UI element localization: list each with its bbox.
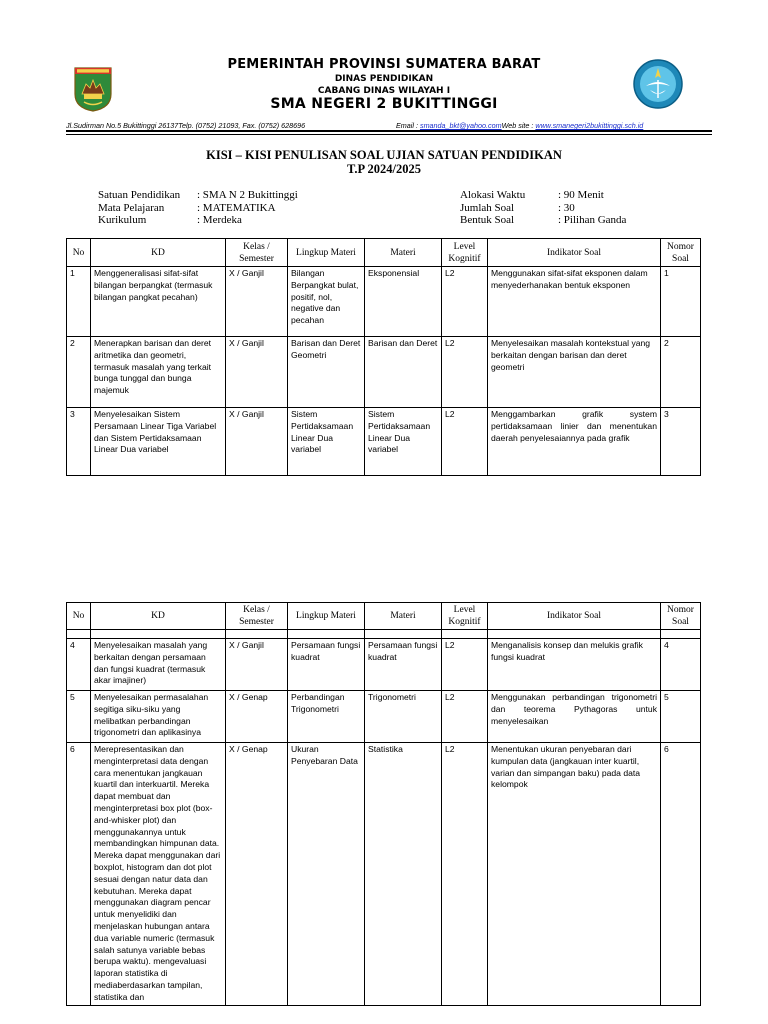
cell-level: L2 bbox=[442, 743, 488, 1006]
info-value: : 30 bbox=[558, 201, 575, 214]
cell-indikator: Menggunakan sifat-sifat eksponen dalam menyederhanakan bentuk eksponen bbox=[488, 267, 661, 337]
header-materi: Materi bbox=[365, 603, 442, 630]
header-no: No bbox=[67, 239, 91, 267]
cell-materi: Trigonometri bbox=[365, 691, 442, 743]
cell-level: L2 bbox=[442, 408, 488, 476]
cell-kd: Menerapkan barisan dan deret aritmetika dan geometri, termasuk masalah yang terkait bunga tunggal dan bunga majemuk bbox=[91, 337, 226, 408]
letterhead-rule-thin bbox=[66, 134, 712, 135]
header-nomor: Nomor Soal bbox=[661, 603, 701, 630]
provincial-emblem-icon bbox=[72, 64, 114, 112]
header-kd: KD bbox=[91, 603, 226, 630]
cell-kelas: X / Ganjil bbox=[226, 408, 288, 476]
cell-kelas: X / Genap bbox=[226, 691, 288, 743]
spacer-cell bbox=[488, 630, 661, 639]
table-row bbox=[67, 743, 701, 1006]
cell-indikator: Menganalisis konsep dan melukis grafik fungsi kuadrat bbox=[488, 639, 661, 691]
info-value: : MATEMATIKA bbox=[197, 201, 276, 214]
info-row-jumlah bbox=[460, 202, 680, 215]
email-link[interactable]: smanda_bkt@yahoo.com bbox=[419, 121, 502, 130]
cell-no: 2 bbox=[67, 337, 91, 408]
cell-no: 5 bbox=[67, 691, 91, 743]
header-lingkup: Lingkup Materi bbox=[288, 239, 365, 267]
cell-kd: Menggeneralisasi sifat-sifat bilangan berpangkat (termasuk bilangan pangkat pecahan) bbox=[91, 267, 226, 337]
cell-indikator: Menyelesaikan masalah kontekstual yang berkaitan dengan barisan dan deret geometri bbox=[488, 337, 661, 408]
web-label: Web site : bbox=[501, 121, 536, 130]
letterhead-department: DINAS PENDIDIKAN bbox=[334, 74, 434, 84]
cell-level: L2 bbox=[442, 267, 488, 337]
spacer-cell bbox=[91, 630, 226, 639]
cell-indikator: Menggambarkan grafik system pertidaksamaan linier dan menentukan daerah penyelesaiannya pada grafik bbox=[488, 408, 661, 476]
cell-materi: Sistem Pertidaksamaan Linear Dua variabel bbox=[365, 408, 442, 476]
info-label: Bentuk Soal bbox=[460, 214, 515, 226]
cell-indikator: Menggunakan perbandingan trigonometri dan teorema Pythagoras untuk menyelesaikan bbox=[488, 691, 661, 743]
info-value: : 90 Menit bbox=[558, 189, 604, 201]
cell-kd: Merepresentasikan dan menginterpretasi data dengan cara menentukan jangkauan kuartil dan interkuartil. Mereka dapat membuat dan menginterpretasi box plot (box-and-whisker plot) dan menggunakannya untuk membandingkan himpunan data. Mereka dapat menggunakan dari boxplot, histogram dan dot plot sesuai dengan natur data dan kebutuhan. Mereka dapat menggunakan diagram pencar untuk menyelidiki dan menjelaskan hubungan antara dua variable numeric (termasuk salah satunya variable bebas berupa waktu). mengevaluasi laporan statistika di mediaberdasarkan tampilan, statistika dan bbox=[91, 743, 226, 1006]
cell-kd: Menyelesaikan Sistem Persamaan Linear Tiga Variabel dan Sistem Pertidaksamaan Linear Dua variabel bbox=[91, 408, 226, 476]
cell-level: L2 bbox=[442, 337, 488, 408]
cell-no: 1 bbox=[67, 267, 91, 337]
spacer-cell bbox=[288, 630, 365, 639]
table-spacer-row bbox=[67, 630, 701, 639]
info-row-alokasi bbox=[460, 189, 680, 202]
header-kelas: Kelas / Semester bbox=[226, 603, 288, 630]
header-kelas: Kelas / Semester bbox=[226, 239, 288, 267]
document-title: KISI – KISI PENULISAN SOAL UJIAN SATUAN PENDIDIKAN bbox=[206, 148, 562, 162]
cell-nomor: 5 bbox=[661, 691, 701, 743]
letterhead-rule-thick bbox=[66, 130, 712, 132]
cell-lingkup: Persamaan fungsi kuadrat bbox=[288, 639, 365, 691]
spacer-cell bbox=[661, 630, 701, 639]
cell-nomor: 2 bbox=[661, 337, 701, 408]
info-row-bentuk bbox=[460, 214, 680, 227]
info-label: Mata Pelajaran bbox=[98, 201, 165, 214]
header-kd: KD bbox=[91, 239, 226, 267]
cell-indikator: Menentukan ukuran penyebaran dari kumpulan data (jangkauan inter kuartil, varian dan simpangan baku) pada data kelompok bbox=[488, 743, 661, 1006]
info-value: : Merdeka bbox=[197, 214, 242, 226]
document-year: T.P 2024/2025 bbox=[346, 162, 422, 176]
header-nomor: Nomor Soal bbox=[661, 239, 701, 267]
cell-nomor: 3 bbox=[661, 408, 701, 476]
cell-nomor: 6 bbox=[661, 743, 701, 1006]
table-row bbox=[67, 337, 701, 408]
cell-no: 4 bbox=[67, 639, 91, 691]
info-row-satuan bbox=[98, 189, 398, 202]
info-label: Kurikulum bbox=[98, 214, 147, 226]
info-row-kurikulum bbox=[98, 214, 398, 227]
cell-no: 6 bbox=[67, 743, 91, 1006]
cell-nomor: 1 bbox=[661, 267, 701, 337]
cell-level: L2 bbox=[442, 639, 488, 691]
info-label: Jumlah Soal bbox=[460, 201, 515, 214]
cell-kelas: X / Ganjil bbox=[226, 267, 288, 337]
header-indikator: Indikator Soal bbox=[488, 603, 661, 630]
info-label: Alokasi Waktu bbox=[460, 189, 526, 201]
table-row bbox=[67, 691, 701, 743]
cell-nomor: 4 bbox=[661, 639, 701, 691]
cell-level: L2 bbox=[442, 691, 488, 743]
letterhead-address: Jl.Sudirman No.5 Bukittinggi 26137Telp. (0752) 21093, Fax. (0752) 628696 bbox=[66, 121, 306, 130]
info-value: : Pilihan Ganda bbox=[558, 214, 627, 226]
cell-lingkup: Bilangan Berpangkat bulat, positif, nol, negative dan pecahan bbox=[288, 267, 365, 337]
table-row bbox=[67, 267, 701, 337]
cell-materi: Statistika bbox=[365, 743, 442, 1006]
cell-no: 3 bbox=[67, 408, 91, 476]
table-row bbox=[67, 408, 701, 476]
header-level: Level Kognitif bbox=[442, 603, 488, 630]
header-level: Level Kognitif bbox=[442, 239, 488, 267]
cell-materi: Eksponensial bbox=[365, 267, 442, 337]
letterhead-contact bbox=[396, 121, 643, 130]
cell-kd: Menyelesaikan permasalahan segitiga siku-siku yang melibatkan perbandingan trigonometri dan aplikasinya bbox=[91, 691, 226, 743]
header-indikator: Indikator Soal bbox=[488, 239, 661, 267]
tut-wuri-handayani-emblem-icon bbox=[632, 58, 684, 110]
spacer-cell bbox=[226, 630, 288, 639]
cell-kelas: X / Ganjil bbox=[226, 639, 288, 691]
cell-kelas: X / Ganjil bbox=[226, 337, 288, 408]
cell-kelas: X / Genap bbox=[226, 743, 288, 1006]
spacer-cell bbox=[67, 630, 91, 639]
letterhead-government: PEMERINTAH PROVINSI SUMATERA BARAT bbox=[227, 57, 541, 72]
info-block-left bbox=[98, 189, 398, 227]
cell-materi: Persamaan fungsi kuadrat bbox=[365, 639, 442, 691]
table-header-row bbox=[67, 603, 701, 630]
header-materi: Materi bbox=[365, 239, 442, 267]
spacer-cell bbox=[442, 630, 488, 639]
website-link[interactable]: www.smanegeri2bukittinggi.sch.id bbox=[535, 121, 644, 130]
info-row-mapel bbox=[98, 202, 398, 215]
spacer-cell bbox=[365, 630, 442, 639]
header-no: No bbox=[67, 603, 91, 630]
header-lingkup: Lingkup Materi bbox=[288, 603, 365, 630]
table-header-row bbox=[67, 239, 701, 267]
info-block-right bbox=[460, 189, 680, 227]
letterhead-school-name: SMA NEGERI 2 BUKITTINGGI bbox=[270, 96, 498, 112]
cell-lingkup: Barisan dan Deret Geometri bbox=[288, 337, 365, 408]
letterhead-branch: CABANG DINAS WILAYAH I bbox=[317, 86, 451, 96]
cell-lingkup: Ukuran Penyebaran Data bbox=[288, 743, 365, 1006]
email-label: Email : bbox=[396, 121, 420, 130]
table-row bbox=[67, 639, 701, 691]
info-label: Satuan Pendidikan bbox=[98, 189, 181, 201]
cell-lingkup: Perbandingan Trigonometri bbox=[288, 691, 365, 743]
cell-kd: Menyelesaikan masalah yang berkaitan dengan persamaan dan fungsi kuadrat (termasuk akar imajiner) bbox=[91, 639, 226, 691]
cell-lingkup: Sistem Pertidaksamaan Linear Dua variabel bbox=[288, 408, 365, 476]
cell-materi: Barisan dan Deret bbox=[365, 337, 442, 408]
kisi-table-2 bbox=[66, 602, 701, 1006]
info-value: : SMA N 2 Bukittinggi bbox=[197, 189, 298, 201]
kisi-table-1 bbox=[66, 238, 701, 476]
